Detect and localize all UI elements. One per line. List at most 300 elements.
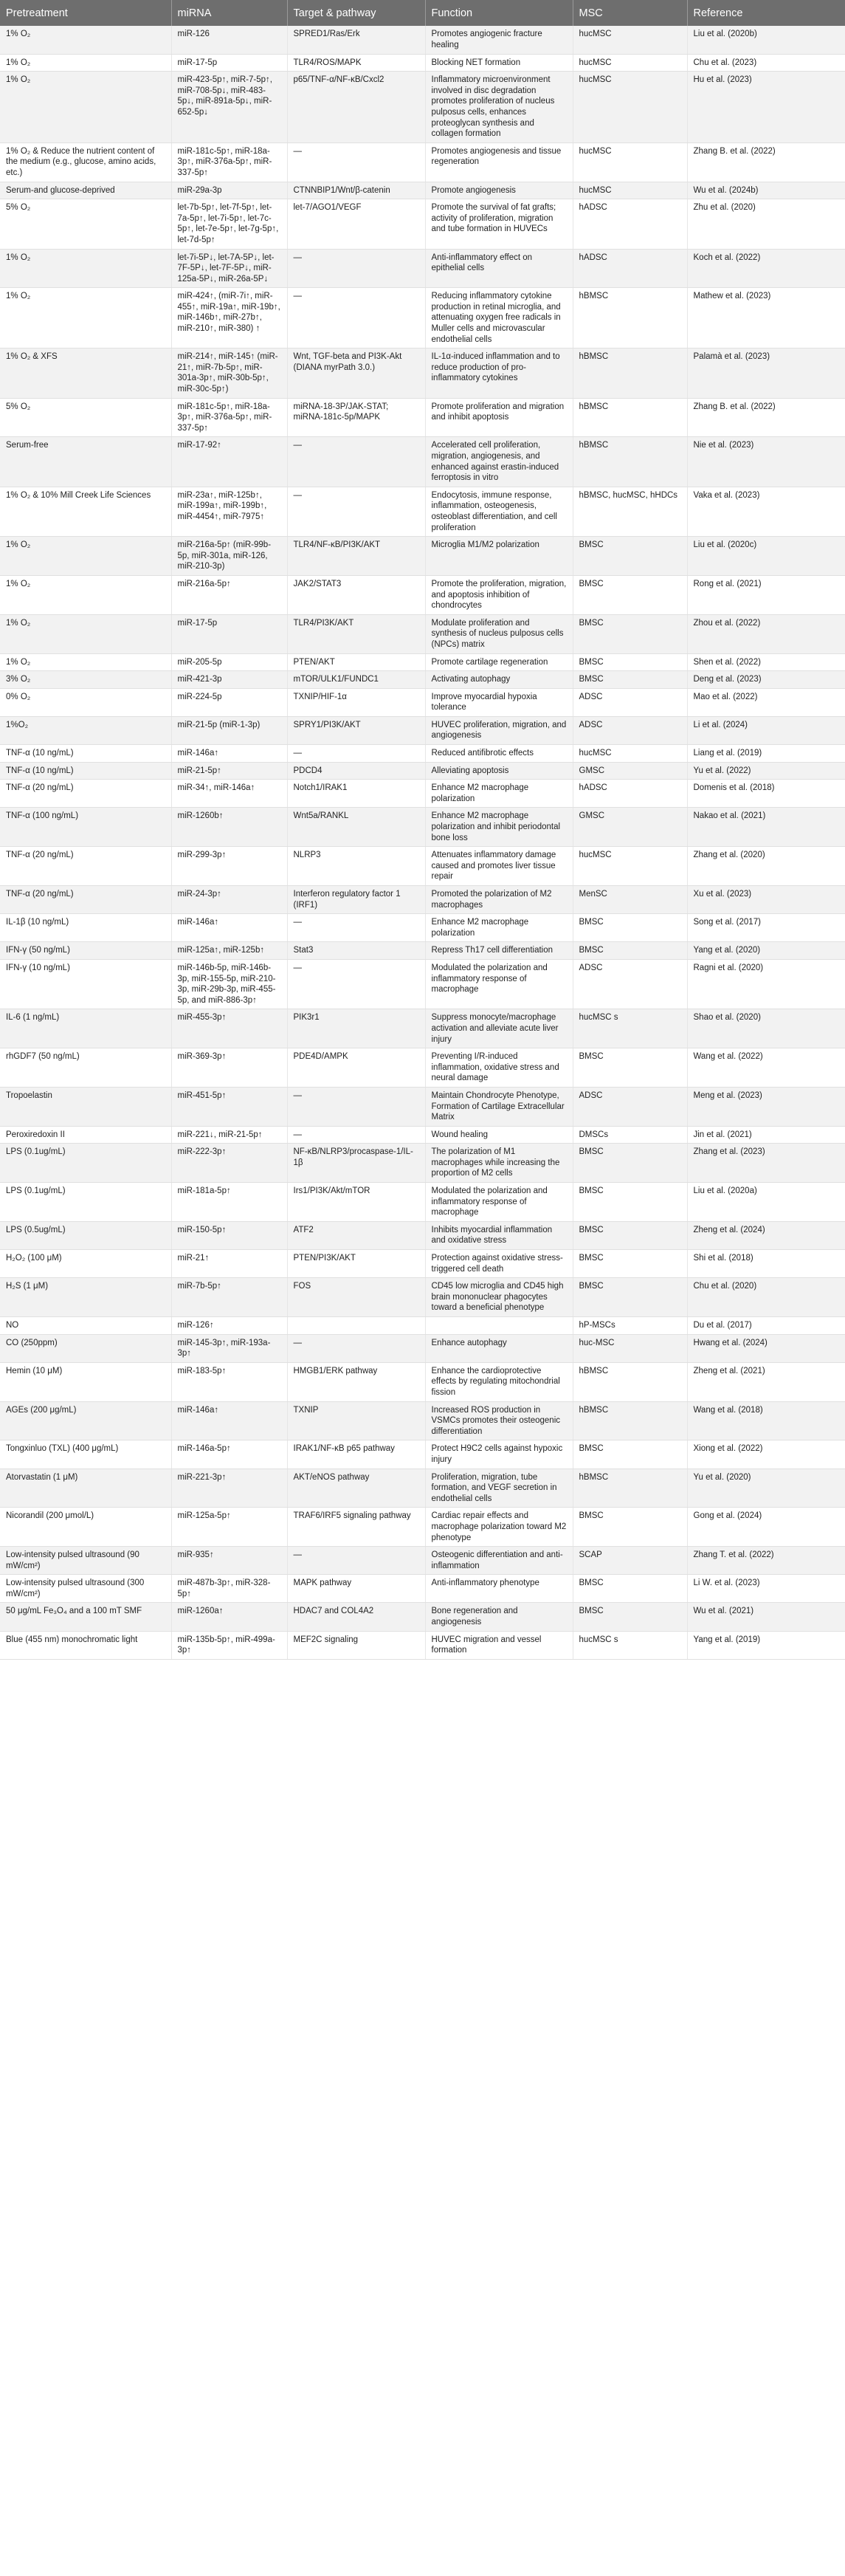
cell-target-pathway: TXNIP: [287, 1401, 425, 1440]
cell-pretreatment: H₂S (1 μM): [0, 1278, 171, 1317]
table-row: [0, 1183, 845, 1222]
cell-pretreatment: 1% O₂: [0, 614, 171, 653]
cell-mirna: miR-21↑: [171, 1250, 287, 1278]
cell-mirna: miR-1260b↑: [171, 808, 287, 847]
cell-function: Modulated the polarization and inflammatory response of macrophage: [425, 1183, 573, 1222]
cell-target-pathway: FOS: [287, 1278, 425, 1317]
header-reference: Reference: [687, 0, 845, 26]
cell-mirna: miR-214↑, miR-145↑ (miR-21↑, miR-7b-5p↑, miR-301a-3p↑, miR-30b-5p↑, miR-30c-5p↑): [171, 348, 287, 398]
cell-reference: Gong et al. (2024): [687, 1508, 845, 1547]
cell-pretreatment: 1% O₂: [0, 575, 171, 614]
cell-target-pathway: —: [287, 437, 425, 487]
cell-reference: Yu et al. (2020): [687, 1469, 845, 1508]
cell-target-pathway: p65/TNF-α/NF-κB/Cxcl2: [287, 72, 425, 143]
cell-function: Reduced antifibrotic effects: [425, 745, 573, 763]
cell-reference: Chu et al. (2020): [687, 1278, 845, 1317]
cell-mirna: miR-125a-5p↑: [171, 1508, 287, 1547]
cell-mirna: miR-181c-5p↑, miR-18a-3p↑, miR-376a-5p↑, miR-337-5p↑: [171, 398, 287, 437]
cell-function: Promoted the polarization of M2 macrophages: [425, 886, 573, 914]
cell-function: Microglia M1/M2 polarization: [425, 537, 573, 576]
cell-pretreatment: Serum-free: [0, 437, 171, 487]
cell-function: CD45 low microglia and CD45 high brain mononuclear phagocytes toward a beneficial phenotype: [425, 1278, 573, 1317]
cell-target-pathway: MEF2C signaling: [287, 1631, 425, 1659]
table-row: [0, 671, 845, 689]
cell-mirna: miR-126: [171, 26, 287, 54]
cell-pretreatment: 1% O₂: [0, 537, 171, 576]
cell-target-pathway: Interferon regulatory factor 1 (IRF1): [287, 886, 425, 914]
cell-reference: Liu et al. (2020b): [687, 26, 845, 54]
cell-reference: Li et al. (2024): [687, 716, 845, 744]
cell-mirna: miR-205-5p: [171, 653, 287, 671]
table-row: [0, 1278, 845, 1317]
table-row: [0, 1362, 845, 1401]
cell-mirna: miR-216a-5p↑: [171, 575, 287, 614]
cell-pretreatment: Blue (455 nm) monochromatic light: [0, 1631, 171, 1659]
cell-function: Attenuates inflammatory damage caused and promotes liver tissue repair: [425, 847, 573, 886]
cell-target-pathway: PDCD4: [287, 762, 425, 780]
cell-function: Promote angiogenesis: [425, 182, 573, 199]
cell-pretreatment: AGEs (200 μg/mL): [0, 1401, 171, 1440]
cell-target-pathway: TLR4/PI3K/AKT: [287, 614, 425, 653]
cell-mirna: miR-181a-5p↑: [171, 1183, 287, 1222]
cell-msc: hBMSC: [573, 1401, 687, 1440]
cell-pretreatment: Nicorandil (200 μmol/L): [0, 1508, 171, 1547]
cell-pretreatment: Tongxinluo (TXL) (400 μg/mL): [0, 1440, 171, 1469]
cell-mirna: miR-146b-5p, miR-146b-3p, miR-155-5p, miR-210-3p, miR-29b-3p, miR-455-5p, and miR-886-3p↑: [171, 959, 287, 1009]
header-function: Function: [425, 0, 573, 26]
cell-msc: hBMSC: [573, 398, 687, 437]
table-row: [0, 487, 845, 536]
cell-mirna: miR-424↑, (miR-7i↑, miR-455↑, miR-19a↑, miR-19b↑, miR-146b↑, miR-27b↑, miR-210↑, miR-380) ↑: [171, 288, 287, 348]
cell-msc: GMSC: [573, 762, 687, 780]
table-row: [0, 780, 845, 808]
table-row: [0, 1221, 845, 1249]
cell-mirna: miR-24-3p↑: [171, 886, 287, 914]
cell-function: IL-1α-induced inflammation and to reduce production of pro-inflammatory cytokines: [425, 348, 573, 398]
cell-target-pathway: TRAF6/IRF5 signaling pathway: [287, 1508, 425, 1547]
table-row: [0, 1334, 845, 1362]
cell-function: Enhance the cardioprotective effects by regulating mitochondrial fission: [425, 1362, 573, 1401]
cell-target-pathway: TXNIP/HIF-1α: [287, 688, 425, 716]
cell-msc: BMSC: [573, 1221, 687, 1249]
cell-reference: Song et al. (2017): [687, 914, 845, 942]
cell-pretreatment: 1% O₂ & 10% Mill Creek Life Sciences: [0, 487, 171, 536]
cell-function: Improve myocardial hypoxia tolerance: [425, 688, 573, 716]
table-row: [0, 1547, 845, 1575]
cell-reference: Hu et al. (2023): [687, 72, 845, 143]
cell-pretreatment: 1% O₂: [0, 653, 171, 671]
cell-mirna: miR-451-5p↑: [171, 1087, 287, 1126]
cell-msc: hBMSC: [573, 348, 687, 398]
cell-mirna: miR-221↓, miR-21-5p↑: [171, 1126, 287, 1144]
cell-msc: BMSC: [573, 1250, 687, 1278]
cell-function: Osteogenic differentiation and anti-inflammation: [425, 1547, 573, 1575]
cell-function: Promote cartilage regeneration: [425, 653, 573, 671]
cell-function: Preventing I/R-induced inflammation, oxidative stress and neural damage: [425, 1048, 573, 1088]
cell-mirna: miR-17-5p: [171, 54, 287, 72]
cell-function: Promotes angiogenesis and tissue regeneration: [425, 142, 573, 182]
cell-mirna: miR-455-3p↑: [171, 1009, 287, 1048]
cell-pretreatment: Serum-and glucose-deprived: [0, 182, 171, 199]
table-row: [0, 847, 845, 886]
cell-pretreatment: IL-1β (10 ng/mL): [0, 914, 171, 942]
cell-msc: BMSC: [573, 671, 687, 689]
cell-target-pathway: miRNA-18-3P/JAK-STAT; miRNA-181c-5p/MAPK: [287, 398, 425, 437]
cell-msc: hucMSC s: [573, 1009, 687, 1048]
cell-target-pathway: Wnt5a/RANKL: [287, 808, 425, 847]
cell-target-pathway: MAPK pathway: [287, 1575, 425, 1603]
cell-mirna: miR-181c-5p↑, miR-18a-3p↑, miR-376a-5p↑, miR-337-5p↑: [171, 142, 287, 182]
table-row: [0, 1603, 845, 1631]
cell-target-pathway: Irs1/PI3K/Akt/mTOR: [287, 1183, 425, 1222]
cell-function: Suppress monocyte/macrophage activation and alleviate acute liver injury: [425, 1009, 573, 1048]
cell-reference: Liu et al. (2020c): [687, 537, 845, 576]
cell-reference: Domenis et al. (2018): [687, 780, 845, 808]
cell-target-pathway: PDE4D/AMPK: [287, 1048, 425, 1088]
cell-target-pathway: HDAC7 and COL4A2: [287, 1603, 425, 1631]
cell-reference: Rong et al. (2021): [687, 575, 845, 614]
cell-target-pathway: PIK3r1: [287, 1009, 425, 1048]
cell-pretreatment: Low-intensity pulsed ultrasound (90 mW/cm²): [0, 1547, 171, 1575]
cell-msc: hucMSC: [573, 745, 687, 763]
cell-mirna: miR-150-5p↑: [171, 1221, 287, 1249]
cell-reference: Du et al. (2017): [687, 1317, 845, 1335]
cell-mirna: miR-369-3p↑: [171, 1048, 287, 1088]
cell-mirna: miR-935↑: [171, 1547, 287, 1575]
cell-pretreatment: 5% O₂: [0, 199, 171, 249]
cell-reference: Zhang T. et al. (2022): [687, 1547, 845, 1575]
cell-reference: Wang et al. (2022): [687, 1048, 845, 1088]
cell-pretreatment: TNF-α (10 ng/mL): [0, 762, 171, 780]
cell-reference: Liu et al. (2020a): [687, 1183, 845, 1222]
cell-msc: BMSC: [573, 942, 687, 960]
cell-msc: SCAP: [573, 1547, 687, 1575]
table-row: [0, 1469, 845, 1508]
cell-function: Enhance autophagy: [425, 1334, 573, 1362]
cell-pretreatment: 1% O₂: [0, 72, 171, 143]
cell-mirna: miR-146a↑: [171, 914, 287, 942]
cell-mirna: miR-222-3p↑: [171, 1144, 287, 1183]
cell-msc: hBMSC: [573, 437, 687, 487]
table-row: [0, 72, 845, 143]
cell-pretreatment: LPS (0.1ug/mL): [0, 1144, 171, 1183]
cell-reference: Zhou et al. (2022): [687, 614, 845, 653]
table-row: [0, 1144, 845, 1183]
cell-function: Enhance M2 macrophage polarization: [425, 780, 573, 808]
cell-target-pathway: Wnt, TGF-beta and PI3K-Akt (DIANA myrPath 3.0.): [287, 348, 425, 398]
cell-target-pathway: let-7/AGO1/VEGF: [287, 199, 425, 249]
cell-function: Proliferation, migration, tube formation, and VEGF secretion in endothelial cells: [425, 1469, 573, 1508]
cell-target-pathway: —: [287, 959, 425, 1009]
cell-pretreatment: LPS (0.5ug/mL): [0, 1221, 171, 1249]
table-row: [0, 398, 845, 437]
cell-function: Blocking NET formation: [425, 54, 573, 72]
cell-msc: BMSC: [573, 1183, 687, 1222]
cell-msc: BMSC: [573, 1603, 687, 1631]
cell-mirna: miR-216a-5p↑ (miR-99b-5p, miR-301a, miR-126, miR-210-3p): [171, 537, 287, 576]
cell-function: Increased ROS production in VSMCs promotes their osteogenic differentiation: [425, 1401, 573, 1440]
cell-pretreatment: 1% O₂: [0, 54, 171, 72]
cell-reference: Zheng et al. (2024): [687, 1221, 845, 1249]
cell-pretreatment: TNF-α (20 ng/mL): [0, 847, 171, 886]
cell-target-pathway: TLR4/ROS/MAPK: [287, 54, 425, 72]
table-row: [0, 1009, 845, 1048]
cell-function: The polarization of M1 macrophages while increasing the proportion of M2 cells: [425, 1144, 573, 1183]
cell-pretreatment: NO: [0, 1317, 171, 1335]
cell-pretreatment: Tropoelastin: [0, 1087, 171, 1126]
cell-target-pathway: —: [287, 1087, 425, 1126]
cell-target-pathway: —: [287, 745, 425, 763]
cell-function: Modulate proliferation and synthesis of nucleus pulposus cells (NPCs) matrix: [425, 614, 573, 653]
cell-pretreatment: TNF-α (20 ng/mL): [0, 780, 171, 808]
table-row: [0, 575, 845, 614]
cell-pretreatment: 0% O₂: [0, 688, 171, 716]
cell-msc: hucMSC s: [573, 1631, 687, 1659]
cell-msc: DMSCs: [573, 1126, 687, 1144]
cell-reference: Koch et al. (2022): [687, 249, 845, 288]
cell-function: Reducing inflammatory cytokine production in retinal microglia, and attenuating oxygen free radicals in Muller cells and microvascular endothelial cells: [425, 288, 573, 348]
cell-function: Anti-inflammatory effect on epithelial cells: [425, 249, 573, 288]
cell-target-pathway: —: [287, 914, 425, 942]
cell-pretreatment: IL-6 (1 ng/mL): [0, 1009, 171, 1048]
cell-msc: ADSC: [573, 1087, 687, 1126]
table-row: [0, 914, 845, 942]
cell-pretreatment: Hemin (10 μM): [0, 1362, 171, 1401]
cell-reference: Yu et al. (2022): [687, 762, 845, 780]
table-row: [0, 249, 845, 288]
table-row: [0, 1048, 845, 1088]
cell-msc: ADSC: [573, 688, 687, 716]
cell-function: Modulated the polarization and inflammatory response of macrophage: [425, 959, 573, 1009]
cell-mirna: let-7b-5p↑, let-7f-5p↑, let-7a-5p↑, let-7i-5p↑, let-7c-5p↑, let-7e-5p↑, let-7g-5p↑, let-7d-5p↑: [171, 199, 287, 249]
cell-reference: Wu et al. (2021): [687, 1603, 845, 1631]
cell-pretreatment: IFN-γ (50 ng/mL): [0, 942, 171, 960]
cell-reference: Zhang et al. (2023): [687, 1144, 845, 1183]
cell-msc: hADSC: [573, 199, 687, 249]
cell-function: Promote the survival of fat grafts; activity of proliferation, migration and tube formation in HUVECs: [425, 199, 573, 249]
table-header-row: [0, 0, 845, 26]
cell-function: Promote proliferation and migration and inhibit apoptosis: [425, 398, 573, 437]
cell-msc: hucMSC: [573, 182, 687, 199]
cell-reference: Meng et al. (2023): [687, 1087, 845, 1126]
cell-function: Promote the proliferation, migration, and apoptosis inhibition of chondrocytes: [425, 575, 573, 614]
table-row: [0, 688, 845, 716]
cell-function: Protection against oxidative stress-triggered cell death: [425, 1250, 573, 1278]
cell-mirna: miR-224-5p: [171, 688, 287, 716]
cell-reference: Yang et al. (2020): [687, 942, 845, 960]
cell-reference: Shi et al. (2018): [687, 1250, 845, 1278]
header-pretreatment: Pretreatment: [0, 0, 171, 26]
cell-function: Endocytosis, immune response, inflammation, osteogenesis, osteoblast differentiation, and cell proliferation: [425, 487, 573, 536]
cell-pretreatment: TNF-α (20 ng/mL): [0, 886, 171, 914]
cell-target-pathway: —: [287, 142, 425, 182]
table-row: [0, 614, 845, 653]
cell-mirna: miR-21-5p (miR-1-3p): [171, 716, 287, 744]
table-row: [0, 537, 845, 576]
cell-function: Anti-inflammatory phenotype: [425, 1575, 573, 1603]
cell-pretreatment: rhGDF7 (50 ng/mL): [0, 1048, 171, 1088]
cell-target-pathway: —: [287, 1334, 425, 1362]
cell-target-pathway: IRAK1/NF-κB p65 pathway: [287, 1440, 425, 1469]
cell-mirna: miR-17-5p: [171, 614, 287, 653]
cell-function: Accelerated cell proliferation, migration, angiogenesis, and enhanced against erastin-induced ferroptosis in vitro: [425, 437, 573, 487]
cell-msc: BMSC: [573, 1508, 687, 1547]
cell-reference: Chu et al. (2023): [687, 54, 845, 72]
cell-mirna: miR-146a↑: [171, 745, 287, 763]
table-row: [0, 1575, 845, 1603]
cell-reference: Shen et al. (2022): [687, 653, 845, 671]
table-row: [0, 762, 845, 780]
cell-reference: Liang et al. (2019): [687, 745, 845, 763]
cell-reference: Zheng et al. (2021): [687, 1362, 845, 1401]
table-row: [0, 199, 845, 249]
table-row: [0, 1317, 845, 1335]
cell-reference: Deng et al. (2023): [687, 671, 845, 689]
cell-msc: hBMSC: [573, 288, 687, 348]
cell-msc: hADSC: [573, 780, 687, 808]
cell-target-pathway: HMGB1/ERK pathway: [287, 1362, 425, 1401]
cell-function: HUVEC proliferation, migration, and angiogenesis: [425, 716, 573, 744]
cell-msc: ADSC: [573, 959, 687, 1009]
cell-pretreatment: 1% O₂: [0, 249, 171, 288]
cell-target-pathway: —: [287, 288, 425, 348]
cell-pretreatment: IFN-γ (10 ng/mL): [0, 959, 171, 1009]
cell-reference: Nie et al. (2023): [687, 437, 845, 487]
cell-reference: Hwang et al. (2024): [687, 1334, 845, 1362]
cell-mirna: miR-29a-3p: [171, 182, 287, 199]
cell-msc: BMSC: [573, 614, 687, 653]
cell-msc: BMSC: [573, 1440, 687, 1469]
cell-mirna: miR-487b-3p↑, miR-328-5p↑: [171, 1575, 287, 1603]
table-row: [0, 1508, 845, 1547]
header-mirna: miRNA: [171, 0, 287, 26]
table-row: [0, 1440, 845, 1469]
cell-function: Enhance M2 macrophage polarization and inhibit periodontal bone loss: [425, 808, 573, 847]
cell-function: Protect H9C2 cells against hypoxic injury: [425, 1440, 573, 1469]
cell-msc: hP-MSCs: [573, 1317, 687, 1335]
table-row: [0, 26, 845, 54]
cell-reference: Yang et al. (2019): [687, 1631, 845, 1659]
cell-msc: BMSC: [573, 653, 687, 671]
cell-msc: BMSC: [573, 537, 687, 576]
cell-mirna: miR-146a↑: [171, 1401, 287, 1440]
cell-mirna: miR-145-3p↑, miR-193a-3p↑: [171, 1334, 287, 1362]
cell-target-pathway: AKT/eNOS pathway: [287, 1469, 425, 1508]
cell-reference: Zhu et al. (2020): [687, 199, 845, 249]
table-row: [0, 716, 845, 744]
cell-pretreatment: TNF-α (100 ng/mL): [0, 808, 171, 847]
cell-function: Wound healing: [425, 1126, 573, 1144]
cell-target-pathway: NLRP3: [287, 847, 425, 886]
table-row: [0, 808, 845, 847]
cell-mirna: miR-21-5p↑: [171, 762, 287, 780]
cell-mirna: miR-34↑, miR-146a↑: [171, 780, 287, 808]
cell-mirna: miR-125a↑, miR-125b↑: [171, 942, 287, 960]
cell-mirna: miR-1260a↑: [171, 1603, 287, 1631]
cell-target-pathway: PTEN/PI3K/AKT: [287, 1250, 425, 1278]
cell-target-pathway: —: [287, 1547, 425, 1575]
table-row: [0, 1087, 845, 1126]
cell-function: Maintain Chondrocyte Phenotype, Formation of Cartilage Extracellular Matrix: [425, 1087, 573, 1126]
cell-function: Repress Th17 cell differentiation: [425, 942, 573, 960]
table-row: [0, 886, 845, 914]
cell-target-pathway: PTEN/AKT: [287, 653, 425, 671]
cell-reference: Zhang et al. (2020): [687, 847, 845, 886]
cell-pretreatment: 3% O₂: [0, 671, 171, 689]
cell-mirna: miR-221-3p↑: [171, 1469, 287, 1508]
header-target-pathway: Target & pathway: [287, 0, 425, 26]
cell-target-pathway: [287, 1317, 425, 1335]
table-row: [0, 437, 845, 487]
cell-function: Inflammatory microenvironment involved in disc degradation promotes proliferation of nucleus pulposus cells, enhances proteoglycan synthesis and collagen formation: [425, 72, 573, 143]
cell-msc: hucMSC: [573, 142, 687, 182]
cell-pretreatment: Low-intensity pulsed ultrasound (300 mW/cm²): [0, 1575, 171, 1603]
cell-msc: GMSC: [573, 808, 687, 847]
cell-msc: hBMSC, hucMSC, hHDCs: [573, 487, 687, 536]
cell-mirna: miR-421-3p: [171, 671, 287, 689]
cell-msc: huc-MSC: [573, 1334, 687, 1362]
cell-function: Cardiac repair effects and macrophage polarization toward M2 phenotype: [425, 1508, 573, 1547]
table-row: [0, 1631, 845, 1659]
table-row: [0, 959, 845, 1009]
table-row: [0, 1401, 845, 1440]
cell-reference: Nakao et al. (2021): [687, 808, 845, 847]
table-row: [0, 348, 845, 398]
cell-msc: hucMSC: [573, 72, 687, 143]
cell-function: Enhance M2 macrophage polarization: [425, 914, 573, 942]
cell-mirna: miR-299-3p↑: [171, 847, 287, 886]
table-row: [0, 1126, 845, 1144]
cell-reference: Xiong et al. (2022): [687, 1440, 845, 1469]
cell-target-pathway: Stat3: [287, 942, 425, 960]
cell-pretreatment: CO (250ppm): [0, 1334, 171, 1362]
cell-msc: hBMSC: [573, 1469, 687, 1508]
cell-reference: Mao et al. (2022): [687, 688, 845, 716]
cell-msc: ADSC: [573, 716, 687, 744]
cell-pretreatment: 1% O₂ & XFS: [0, 348, 171, 398]
header-msc: MSC: [573, 0, 687, 26]
cell-reference: Zhang B. et al. (2022): [687, 398, 845, 437]
cell-function: Bone regeneration and angiogenesis: [425, 1603, 573, 1631]
cell-pretreatment: 1% O₂ & Reduce the nutrient content of the medium (e.g., glucose, amino acids, etc.): [0, 142, 171, 182]
cell-target-pathway: mTOR/ULK1/FUNDC1: [287, 671, 425, 689]
table-row: [0, 942, 845, 960]
cell-pretreatment: TNF-α (10 ng/mL): [0, 745, 171, 763]
cell-msc: BMSC: [573, 1144, 687, 1183]
cell-target-pathway: Notch1/IRAK1: [287, 780, 425, 808]
cell-target-pathway: CTNNBIP1/Wnt/β-catenin: [287, 182, 425, 199]
cell-reference: Jin et al. (2021): [687, 1126, 845, 1144]
cell-msc: hBMSC: [573, 1362, 687, 1401]
cell-pretreatment: 5% O₂: [0, 398, 171, 437]
cell-pretreatment: LPS (0.1ug/mL): [0, 1183, 171, 1222]
cell-reference: Ragni et al. (2020): [687, 959, 845, 1009]
cell-mirna: miR-7b-5p↑: [171, 1278, 287, 1317]
cell-target-pathway: —: [287, 1126, 425, 1144]
cell-target-pathway: TLR4/NF-κB/PI3K/AKT: [287, 537, 425, 576]
cell-mirna: miR-423-5p↑, miR-7-5p↑, miR-708-5p↓, miR-483-5p↓, miR-891a-5p↓, miR-652-5p↓: [171, 72, 287, 143]
table-row: [0, 745, 845, 763]
cell-reference: Xu et al. (2023): [687, 886, 845, 914]
table-row: [0, 54, 845, 72]
cell-pretreatment: Atorvastatin (1 μM): [0, 1469, 171, 1508]
cell-function: Inhibits myocardial inflammation and oxidative stress: [425, 1221, 573, 1249]
cell-reference: Palamà et al. (2023): [687, 348, 845, 398]
cell-reference: Shao et al. (2020): [687, 1009, 845, 1048]
cell-msc: hucMSC: [573, 847, 687, 886]
cell-mirna: miR-146a-5p↑: [171, 1440, 287, 1469]
cell-mirna: miR-135b-5p↑, miR-499a-3p↑: [171, 1631, 287, 1659]
